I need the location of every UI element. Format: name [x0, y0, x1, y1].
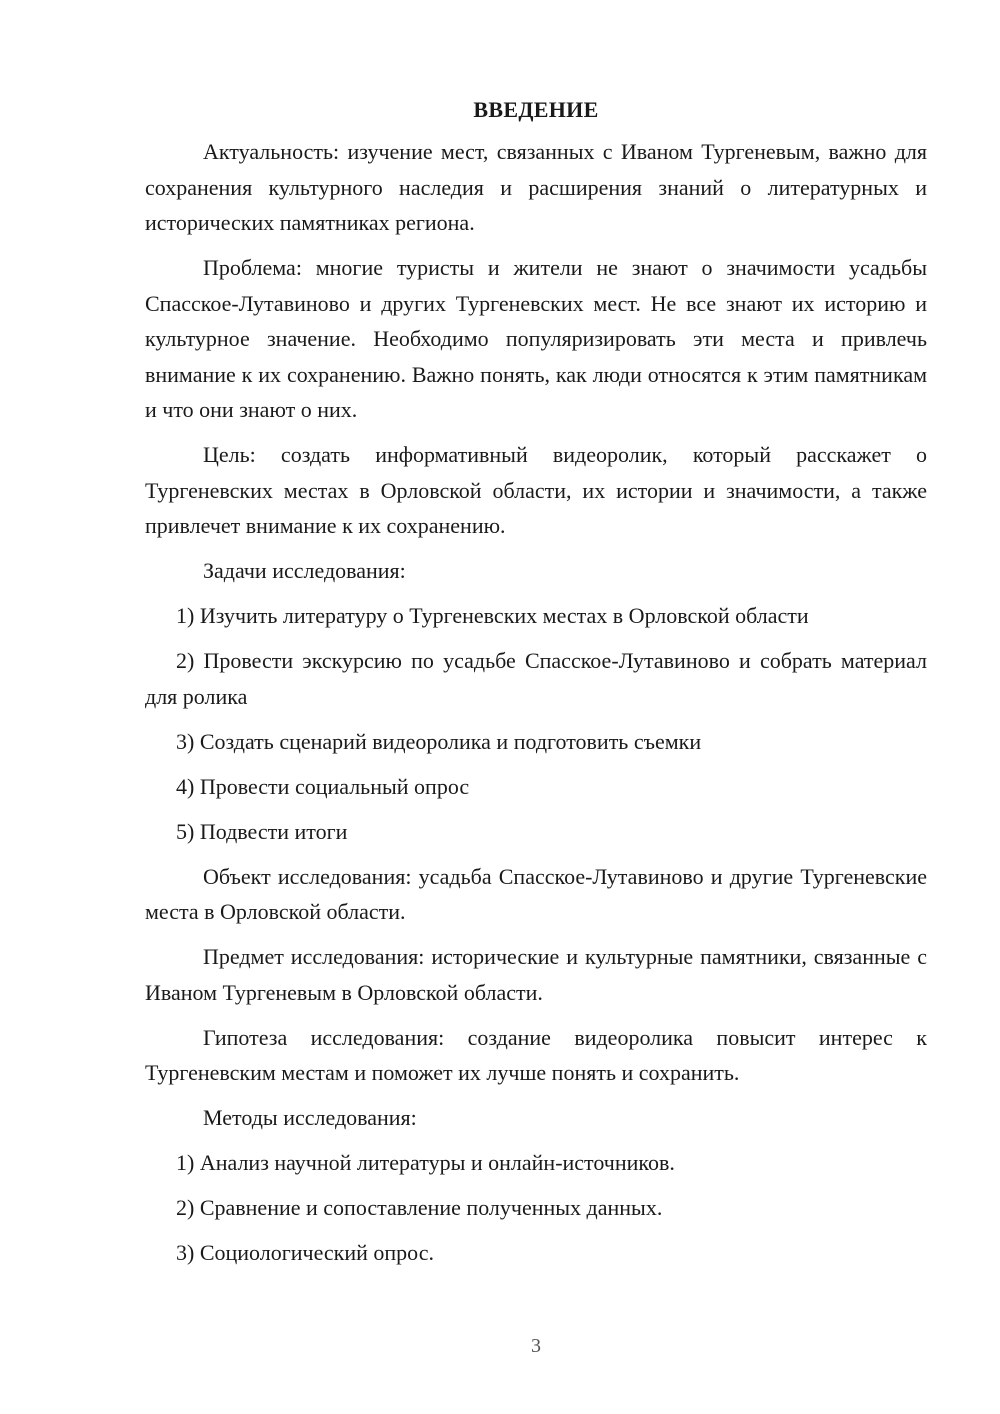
method-item: 2) Сравнение и сопоставление полученных данных. — [176, 1195, 663, 1220]
goal-paragraph: Цель: создать информативный видеоролик, который расскажет о Тургеневских местах в Орловской области, их истории и значимости, а также привлечет внимание к их сохранению. — [145, 442, 927, 538]
section-title: ВВЕДЕНИЕ — [473, 97, 599, 122]
methods-heading: Методы исследования: — [203, 1105, 417, 1130]
method-item: 3) Социологический опрос. — [176, 1240, 434, 1265]
task-item: 4) Провести социальный опрос — [176, 773, 470, 799]
page-number: 3 — [531, 1335, 541, 1357]
task-item: 5) Подвести итоги — [176, 818, 348, 844]
method-item: 1) Анализ научной литературы и онлайн-источников. — [176, 1150, 675, 1175]
task-item: 1) Изучить литературу о Тургеневских местах в Орловской области — [176, 603, 809, 628]
task-item: 2) Провести экскурсию по усадьбе Спасское-Лутавиново и собрать материал для ролика — [145, 648, 927, 709]
problem-paragraph: Проблема: многие туристы и жители не знают о значимости усадьбы Спасское-Лутавиново и других Тургеневских мест. Не все знают их историю и культурное значение. Необходимо популяризировать эти места и привлечь внимание к их сохранению. Важно понять, как люди относятся к этим памятникам и что они знают о них. — [145, 255, 927, 422]
hypothesis-paragraph: Гипотеза исследования: создание видеоролика повысит интерес к Тургеневским местам и поможет их лучше понять и сохранить. — [145, 1024, 927, 1085]
object-paragraph: Объект исследования: усадьба Спасское-Лутавиново и другие Тургеневские места в Орловской области. — [145, 863, 927, 924]
document-page — [145, 96, 927, 1280]
relevance-paragraph: Актуальность: изучение мест, связанных с Иваном Тургеневым, важно для сохранения культурного наследия и расширения знаний о литературных и исторических памятниках региона. — [145, 139, 927, 235]
task-item: 3) Создать сценарий видеоролика и подготовить съемки — [176, 728, 702, 754]
subject-paragraph: Предмет исследования: исторические и культурные памятники, связанные с Иваном Тургеневым в Орловской области. — [145, 944, 927, 1005]
tasks-heading: Задачи исследования: — [203, 558, 406, 583]
